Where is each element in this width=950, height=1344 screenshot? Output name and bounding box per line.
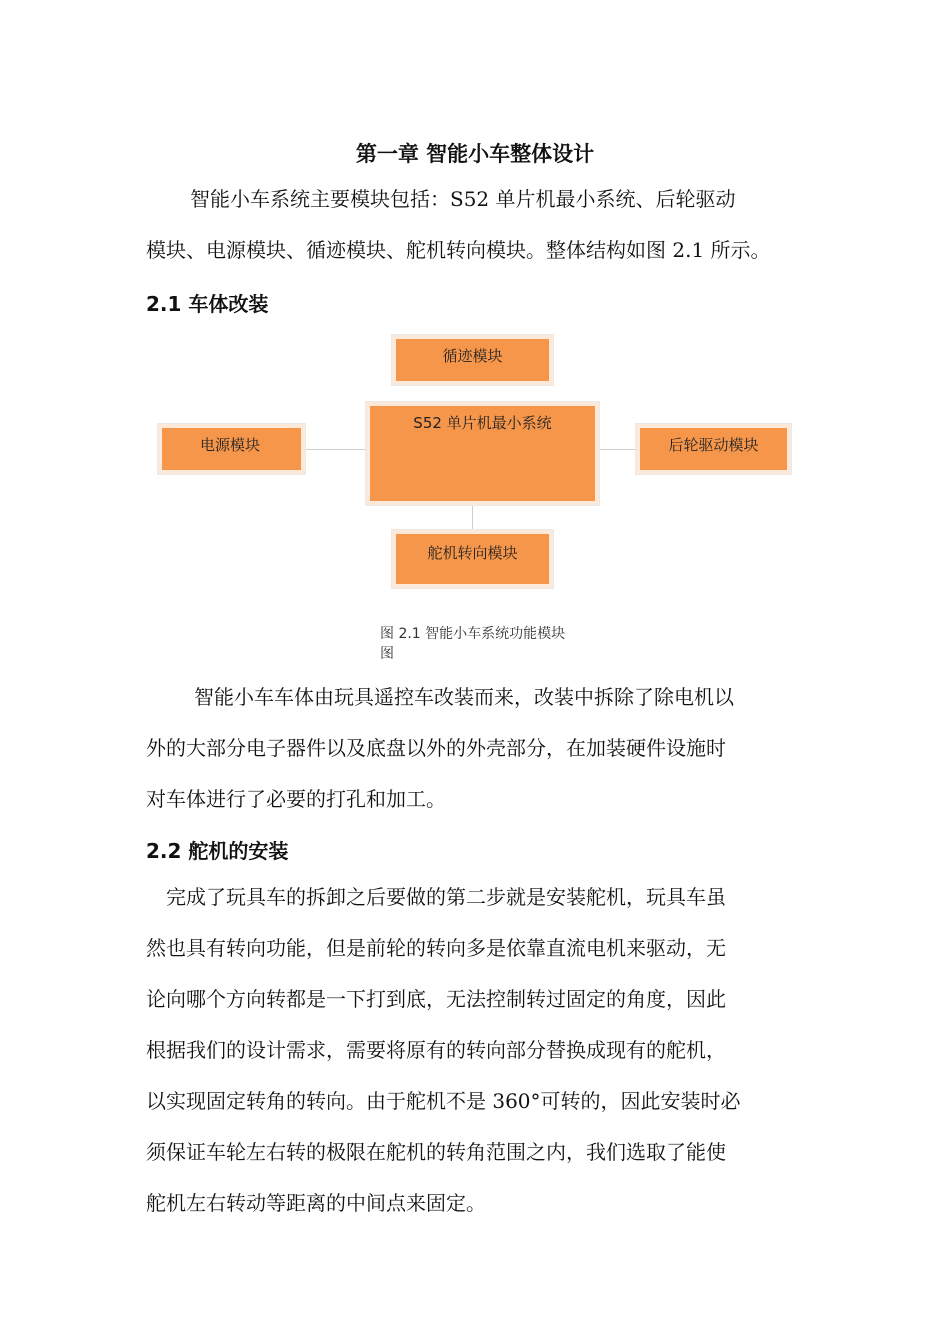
paragraph-line: 舵机左右转动等距离的中间点来固定。	[146, 1191, 486, 1215]
paragraph-line: 完成了玩具车的拆卸之后要做的第二步就是安装舵机，玩具车虽	[166, 885, 726, 909]
connector-left	[303, 449, 368, 450]
section-heading-2-1: 2.1 车体改装	[146, 292, 269, 316]
box-label: 电源模块	[200, 436, 261, 454]
paragraph-line: 对车体进行了必要的打孔和加工。	[146, 787, 446, 811]
box-rear-drive-module	[636, 424, 791, 474]
paragraph-line: 智能小车车体由玩具遥控车改装而来，改装中拆除了除电机以	[194, 685, 734, 709]
box-power-module	[158, 424, 305, 474]
paragraph-line: 论向哪个方向转都是一下打到底，无法控制转过固定的角度，因此	[146, 987, 726, 1011]
connector-bottom	[472, 503, 473, 532]
box-steering-module	[392, 530, 553, 588]
box-label: 舵机转向模块	[427, 544, 518, 562]
intro-paragraph	[146, 174, 806, 276]
caption-line: 图 2.1 智能小车系统功能模块	[380, 626, 566, 642]
paragraph-line: 根据我们的设计需求，需要将原有的转向部分替换成现有的舵机，	[146, 1038, 726, 1062]
intro-line: 模块、电源模块、循迹模块、舵机转向模块。整体结构如图 2.1 所示。	[146, 238, 771, 262]
paragraph-line: 须保证车轮左右转的极限在舵机的转角范围之内，我们选取了能使	[146, 1140, 726, 1164]
paragraph-line: 以实现固定转角的转向。由于舵机不是 360°可转的，因此安装时必	[146, 1089, 741, 1113]
paragraph-servo-installation	[146, 872, 806, 1229]
paragraph-line: 外的大部分电子器件以及底盘以外的外壳部分，在加装硬件设施时	[146, 736, 726, 760]
intro-line: 智能小车系统主要模块包括：S52 单片机最小系统、后轮驱动	[190, 187, 736, 211]
figure-caption	[380, 624, 605, 664]
box-label: S52 单片机最小系统	[413, 414, 552, 432]
paragraph-line: 然也具有转向功能，但是前轮的转向多是依靠直流电机来驱动，无	[146, 936, 726, 960]
section-heading-2-2: 2.2 舵机的安装	[146, 839, 289, 863]
box-label: 后轮驱动模块	[668, 436, 759, 454]
box-label: 循迹模块	[442, 347, 503, 365]
paragraph-body-modification	[146, 672, 806, 825]
box-tracking-module	[392, 335, 553, 385]
page-title: 第一章 智能小车整体设计	[355, 142, 595, 166]
caption-line: 图	[380, 646, 394, 662]
box-mcu-system	[366, 402, 599, 505]
connector-right	[597, 449, 638, 450]
